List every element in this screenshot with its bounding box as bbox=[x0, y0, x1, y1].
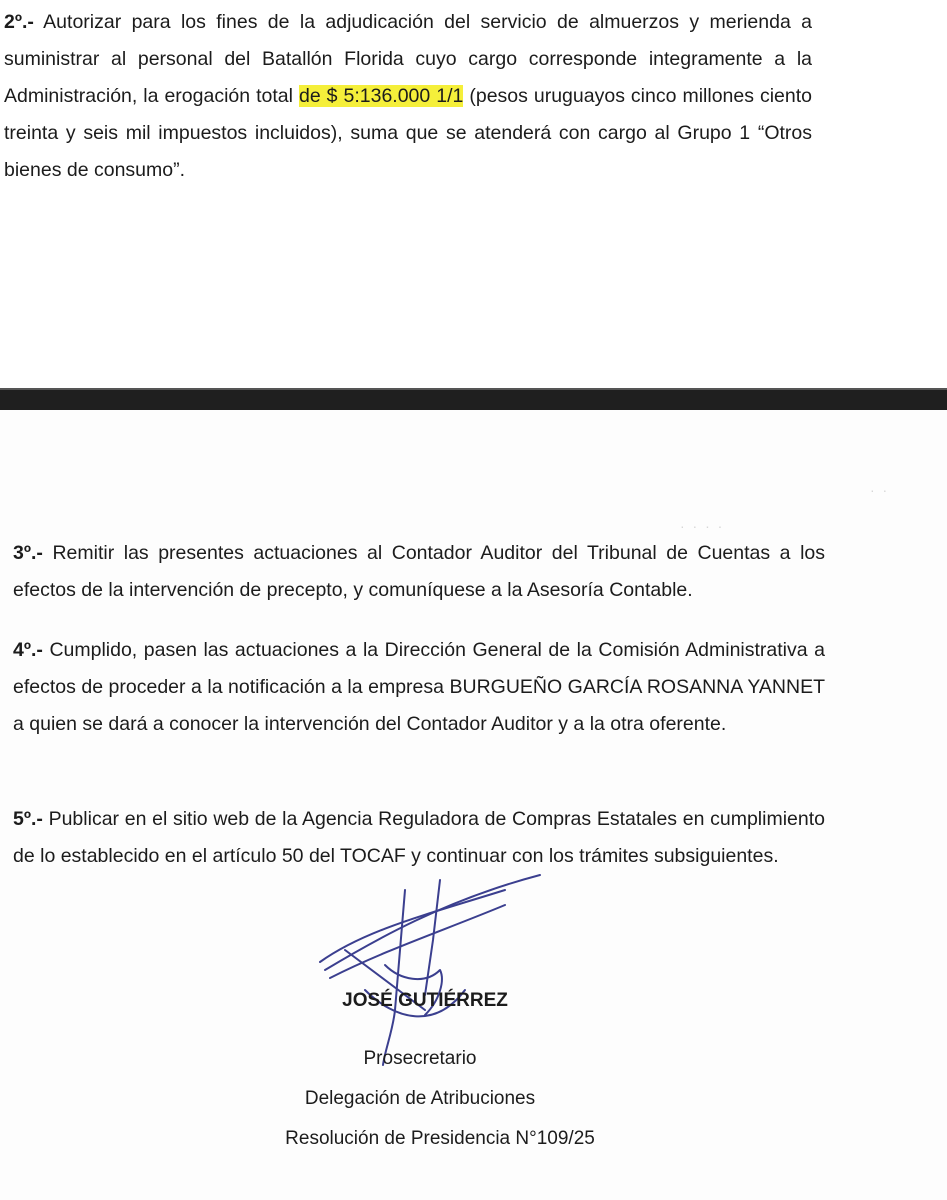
paragraph-2 bbox=[4, 4, 812, 189]
paragraph-3 bbox=[13, 535, 825, 609]
page-divider bbox=[0, 388, 947, 410]
paragraph-number: 5º.- bbox=[13, 808, 43, 830]
bleed-through-marks: · · bbox=[870, 482, 890, 498]
highlighted-amount: de $ 5:136.000 1/1 bbox=[298, 85, 464, 107]
paragraph-5 bbox=[13, 801, 825, 875]
signer-title: Prosecretario bbox=[363, 1048, 477, 1069]
upper-page bbox=[0, 0, 947, 388]
paragraph-number: 4º.- bbox=[13, 639, 43, 661]
paragraph-number: 3º.- bbox=[13, 542, 43, 564]
paragraph-4 bbox=[13, 632, 825, 743]
paragraph-text: Remitir las presentes actuaciones al Contador Auditor del Tribunal de Cuentas a los efectos de la intervención de precepto, y comuníquese a la Asesoría Contable. bbox=[13, 542, 825, 601]
signer-resolution: Resolución de Presidencia N°109/25 bbox=[285, 1128, 595, 1149]
paragraph-text-continued: (pesos uruguayos cinco millones ciento treinta y seis mil impuestos incluidos), suma que se atenderá con cargo al Grupo 1 “Otros bienes de consumo”. bbox=[4, 85, 813, 181]
signature-icon bbox=[305, 870, 545, 1070]
paragraph-text: Publicar en el sitio web de la Agencia Reguladora de Compras Estatales en cumplimiento de lo establecido en el artículo 50 del TOCAF y continuar con los trámites subsiguientes. bbox=[13, 808, 825, 867]
paragraph-text: Autorizar para los fines de la adjudicación del servicio de almuerzos y merienda a suministrar al personal del Batallón Florida cuyo cargo corresponde integramente a la Administración, la erogación total bbox=[4, 11, 812, 107]
signer-delegation: Delegación de Atribuciones bbox=[304, 1088, 536, 1109]
bleed-through-stamp: · · · · bbox=[680, 518, 725, 534]
paragraph-number: 2º.- bbox=[4, 11, 34, 33]
signer-name: JOSÉ GUTIÉRREZ bbox=[342, 990, 508, 1011]
paragraph-text: Cumplido, pasen las actuaciones a la Dirección General de la Comisión Administrativa a efectos de proceder a la notificación a la empresa BURGUEÑO GARCÍA ROSANNA YANNET a quien se dará a conocer la intervención del Contador Auditor y a la otra oferente. bbox=[13, 639, 825, 735]
